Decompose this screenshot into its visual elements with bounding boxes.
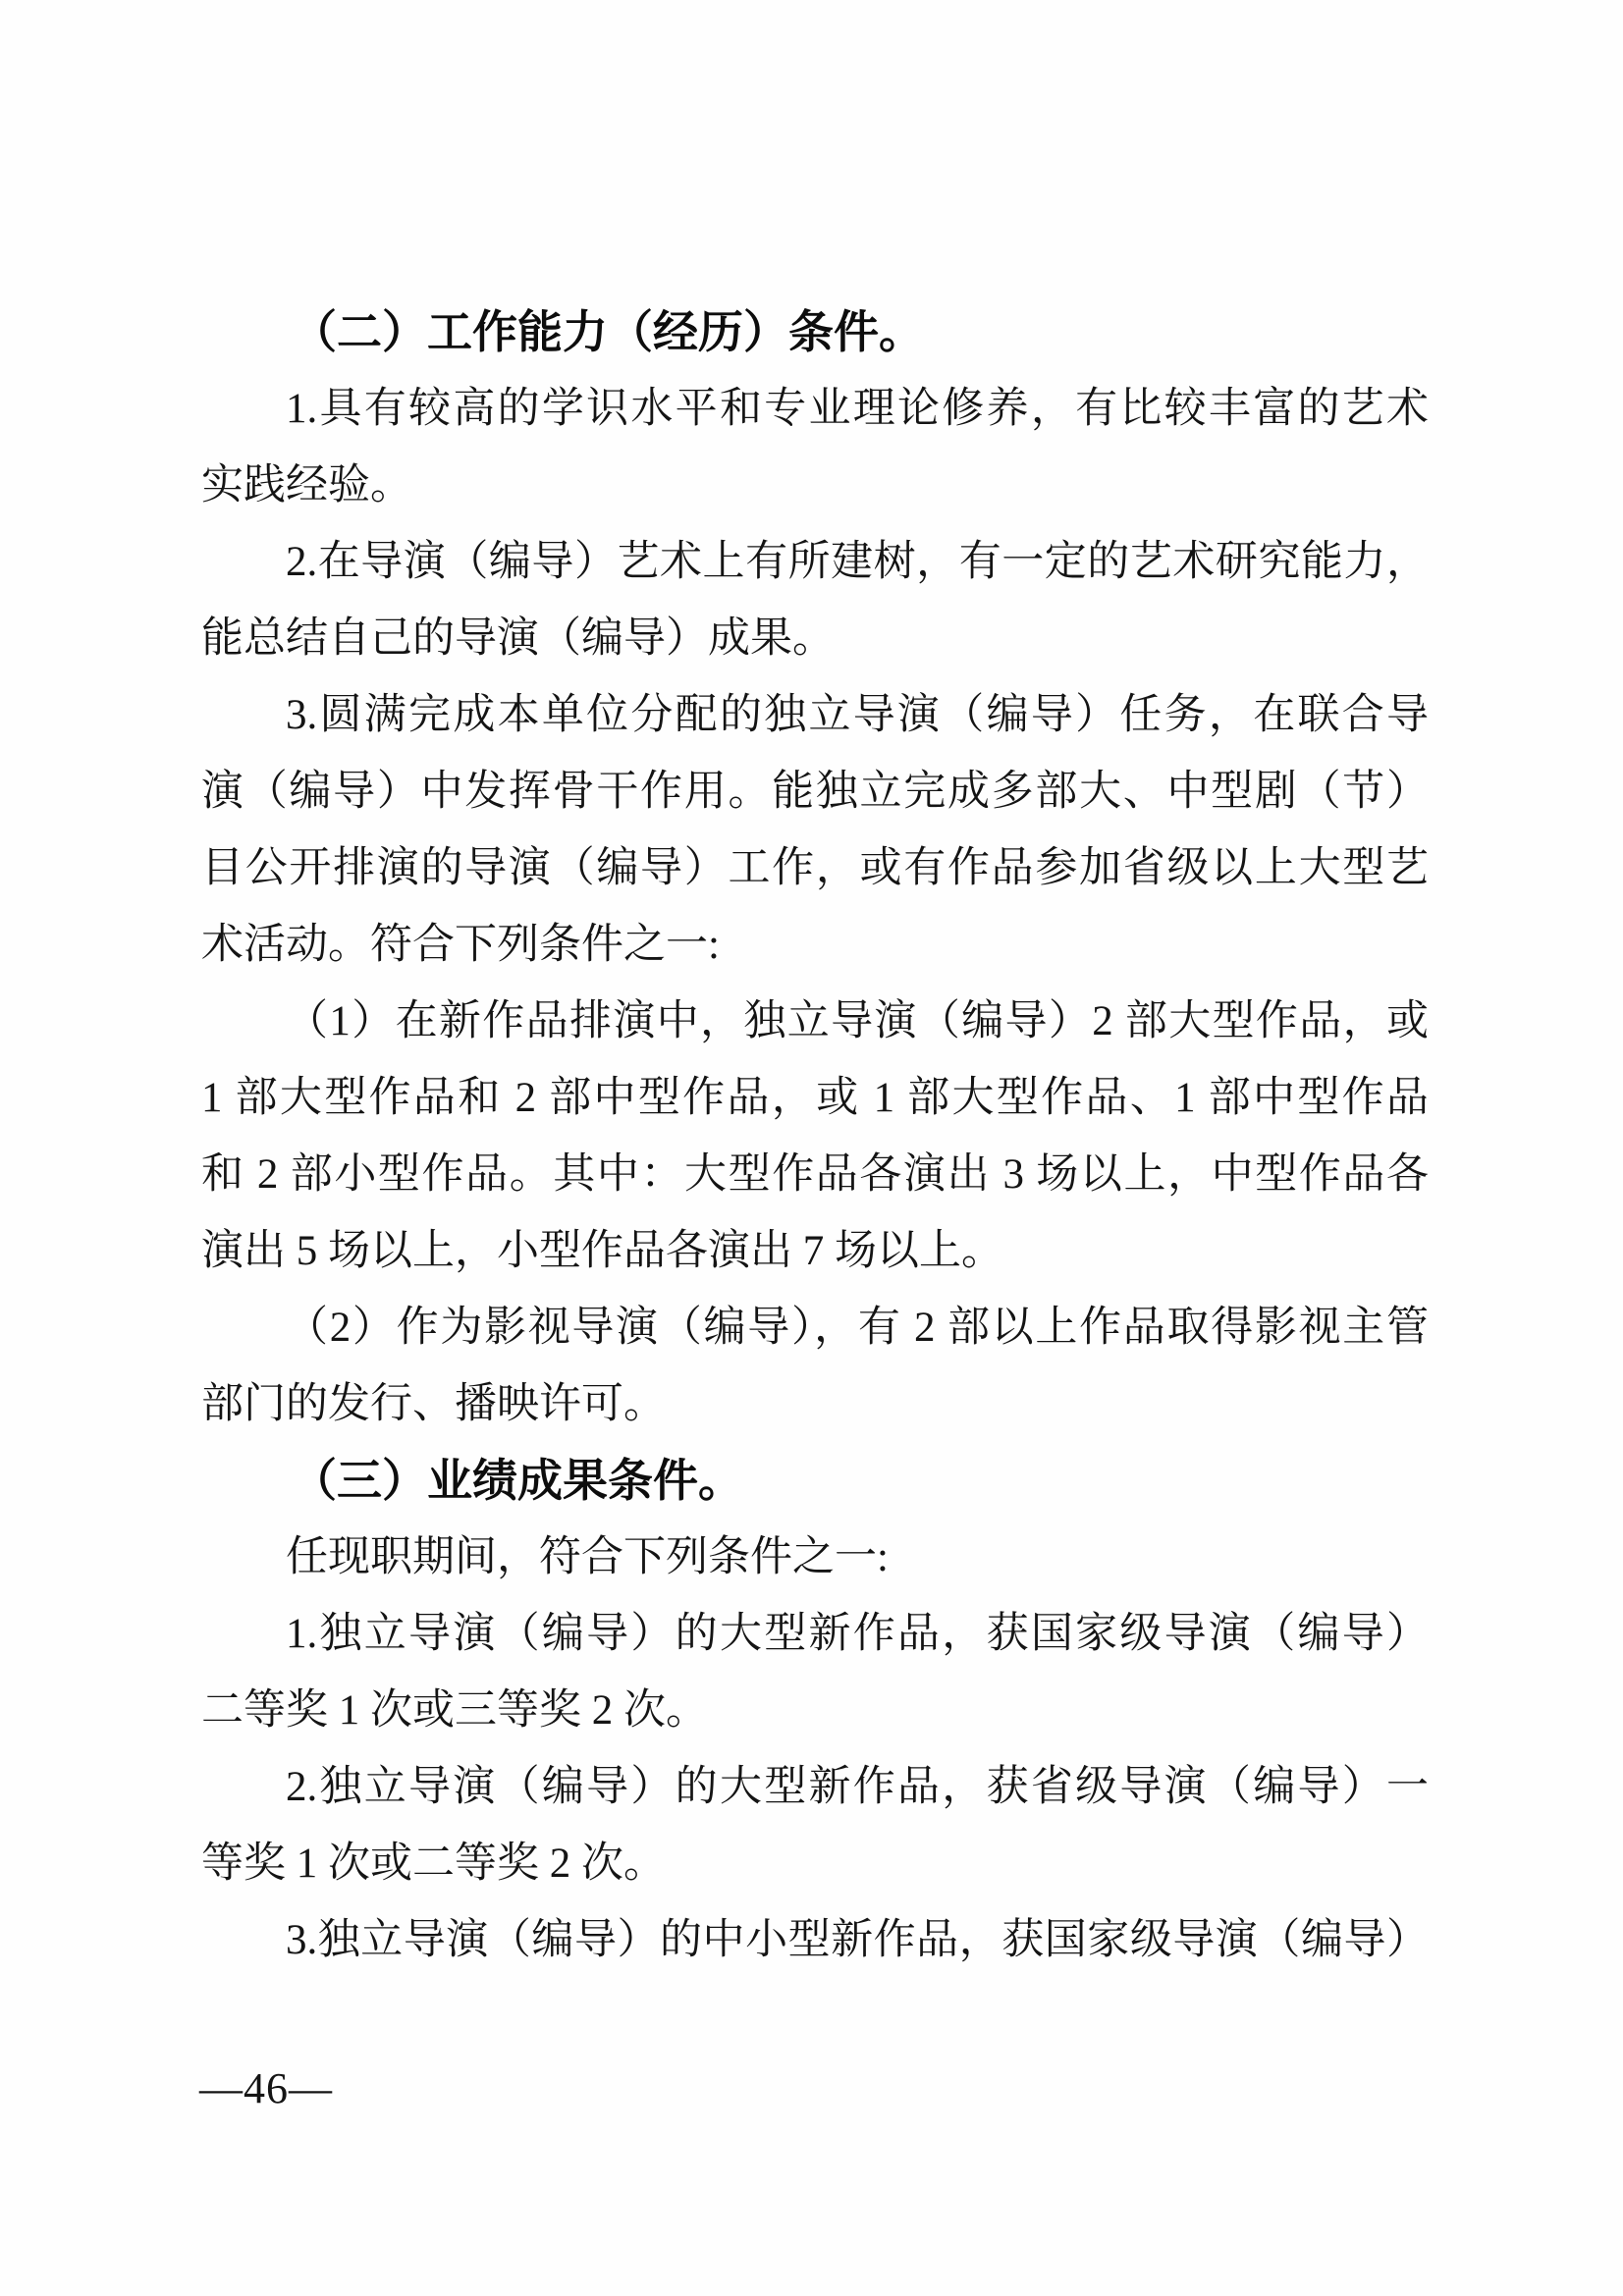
paragraph (201, 1749, 1429, 1902)
paragraph (201, 1902, 1429, 1979)
text-line: 3.圆满完成本单位分配的独立导演（编导）任务，在联合导 (286, 692, 1429, 738)
paragraph (201, 524, 1429, 677)
paragraph (201, 677, 1429, 984)
page-number: —46— (199, 2064, 333, 2112)
text-line: 实践经验。 (201, 462, 412, 508)
text-line: 演出 5 场以上，小型作品各演出 7 场以上。 (201, 1228, 1003, 1274)
text-line: 能总结自己的导演（编导）成果。 (201, 615, 835, 662)
paragraph (201, 1520, 1429, 1596)
text-line: 1 部大型作品和 2 部中型作品，或 1 部大型作品、1 部中型作品 (201, 1075, 1429, 1121)
section-heading (201, 1443, 1429, 1520)
text-line: 目公开排演的导演（编导）工作，或有作品参加省级以上大型艺 (201, 845, 1429, 891)
text-line: （三）业绩成果条件。 (292, 1456, 743, 1506)
text-line: 二等奖 1 次或三等奖 2 次。 (201, 1687, 708, 1734)
text-line: 1.具有较高的学识水平和专业理论修养，有比较丰富的艺术 (286, 386, 1429, 432)
text-line: 术活动。符合下列条件之一: (201, 922, 720, 968)
text-line: 1.独立导演（编导）的大型新作品，获国家级导演（编导） (286, 1611, 1429, 1657)
paragraph (201, 371, 1429, 524)
text-line: （二）工作能力（经历）条件。 (292, 307, 924, 357)
paragraph (201, 1596, 1429, 1749)
text-line: 3.独立导演（编导）的中小型新作品，获国家级导演（编导） (286, 1917, 1429, 1963)
text-line: 等奖 1 次或二等奖 2 次。 (201, 1841, 666, 1887)
text-line: 演（编导）中发挥骨干作用。能独立完成多部大、中型剧（节） (201, 769, 1429, 815)
text-line: 和 2 部小型作品。其中：大型作品各演出 3 场以上，中型作品各 (201, 1151, 1429, 1198)
text-line: 2.独立导演（编导）的大型新作品，获省级导演（编导）一 (286, 1764, 1429, 1810)
text-line: 任现职期间，符合下列条件之一: (286, 1534, 889, 1580)
paragraph (201, 984, 1429, 1290)
section-heading (201, 294, 1429, 371)
text-line: 2.在导演（编导）艺术上有所建树，有一定的艺术研究能力， (286, 539, 1429, 585)
text-line: （1）在新作品排演中，独立导演（编导）2 部大型作品，或 (286, 998, 1429, 1044)
text-line: 部门的发行、播映许可。 (201, 1381, 666, 1427)
document-body (201, 294, 1429, 1979)
paragraph (201, 1290, 1429, 1443)
text-line: （2）作为影视导演（编导），有 2 部以上作品取得影视主管 (286, 1305, 1429, 1351)
